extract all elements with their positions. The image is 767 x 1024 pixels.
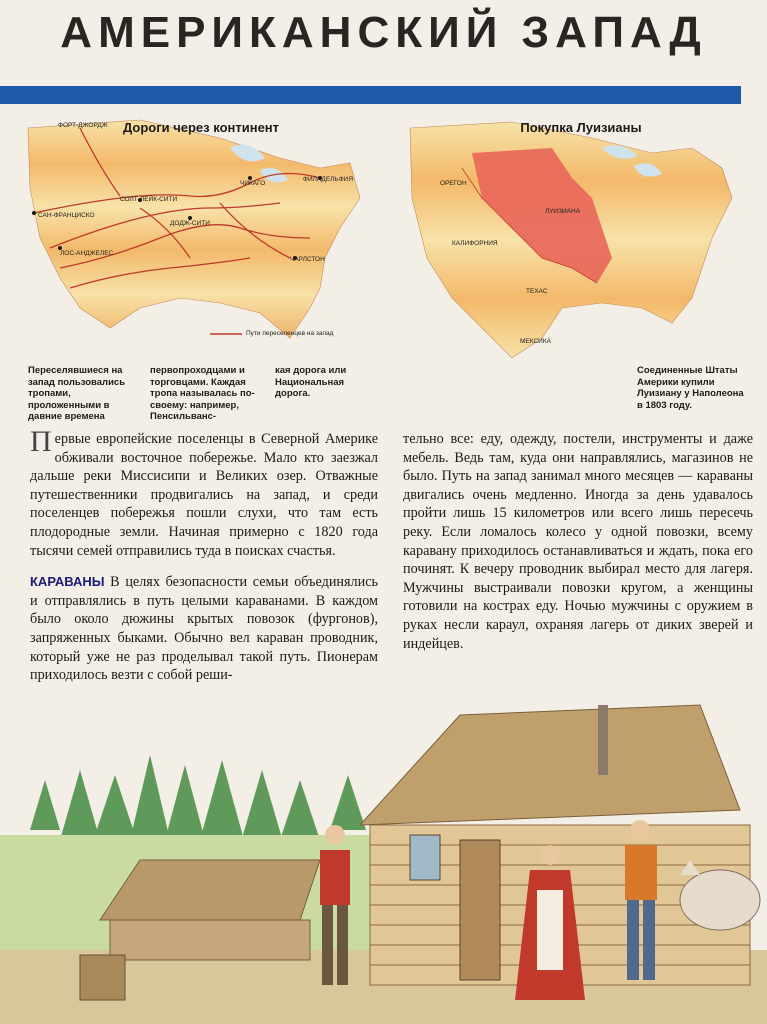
caption-trails-2: первопроходцами и торговцами. Каждая тропа называлась по-своему: например, Пенсильванс- [150, 365, 255, 422]
page-title: АМЕРИКАНСКИЙ ЗАПАД [60, 8, 707, 57]
label-louisiana: ЛУИЗИАНА [545, 208, 581, 215]
map-trails-title: Дороги через континент [122, 120, 280, 135]
article-paragraph-caravans [30, 573, 378, 685]
city-chicago: ЧИКАГО [240, 180, 266, 187]
article-column-left [30, 425, 378, 698]
caption-trails-3: кая дорога или Национальная дорога. [275, 365, 347, 399]
article-column-right [403, 430, 753, 666]
map-louisiana-graphic [402, 108, 760, 363]
city-los-angeles: ЛОС-АНДЖЕЛЕС [60, 250, 114, 257]
label-mexico: МЕКСИКА [520, 338, 551, 345]
city-charleston: ЧАРЛСТОН [290, 256, 325, 263]
map-trails [20, 108, 382, 363]
city-fort-george: ФОРТ-ДЖОРДЖ [58, 122, 108, 129]
caravans-text: В целях безопасности семьи объединялись и отправлялись в путь целыми караванами. В каждом было около дюжины крытых повозок (фургонов), запряженных быками. Обычно вел караван проводник, который уже не раз проделывал такой путь. Пионерам приходилось везти с собой реши- [30, 574, 378, 684]
pioneer-illustration [0, 700, 767, 1024]
label-california: КАЛИФОРНИЯ [452, 240, 498, 247]
map-louisiana [402, 108, 760, 363]
article-paragraph-intro [30, 425, 378, 560]
map-legend-label: Пути переселенцев на запад [246, 330, 334, 337]
drop-cap: П [30, 425, 52, 458]
label-oregon: ОРЕГОН [440, 180, 467, 187]
section-heading-caravans: КАРАВАНЫ [30, 574, 105, 590]
title-rule [0, 86, 741, 104]
article-paragraph-continued: тельно все: еду, одежду, постели, инструменты и даже мебель. Ведь там, куда они направлялись, магазинов не было. Путь на запад занимал много месяцев — караваны двигались очень медленно. Иногда за день удавалось пройти лишь 15 километров или всего лишь пересечь реку. Если ломалось колесо у одной повозки, всему каравану приходилось останавливаться и ждать, пока его починят. К вечеру проводник выбирал место для лагеря. Мужчины выстраивали повозки кругом, а женщины готовили на кострах еду. Ночью мужчины с оружием в руках несли караул, охраняя лагерь от диких зверей и индейцев. [403, 431, 753, 652]
map-trails-graphic [20, 108, 382, 363]
city-salt-lake: СОЛТ-ЛЕЙК-СИТИ [120, 196, 178, 203]
label-texas: ТЕХАС [526, 288, 548, 295]
map-louisiana-title: Покупка Луизианы [520, 120, 642, 135]
caption-trails-1: Переселявшиеся на запад пользовались тропами, проложенными в давние времена [28, 365, 126, 422]
city-dodge: ДОДЖ-СИТИ [170, 220, 210, 227]
city-san-francisco: САН-ФРАНЦИСКО [38, 212, 95, 219]
intro-text: ервые европейские поселенцы в Северной Америке обживали восточное побережье. Мало кто заезжал дальше реки Миссисипи и Великих озер. Отважные путешественники продвигались на запад, и среди поселенцев побережья пошли слухи, что там есть плодородные земли. Начиная примерно с 1820 года тысячи семей отправились туда в поисках счастья. [30, 431, 378, 559]
caption-louisiana: Соединенные Штаты Америки купили Луизиану у Наполеона в 1803 году. [637, 365, 744, 411]
log-cabin-scene [0, 700, 767, 1024]
city-philadelphia: ФИЛАДЕЛЬФИЯ [303, 176, 354, 183]
